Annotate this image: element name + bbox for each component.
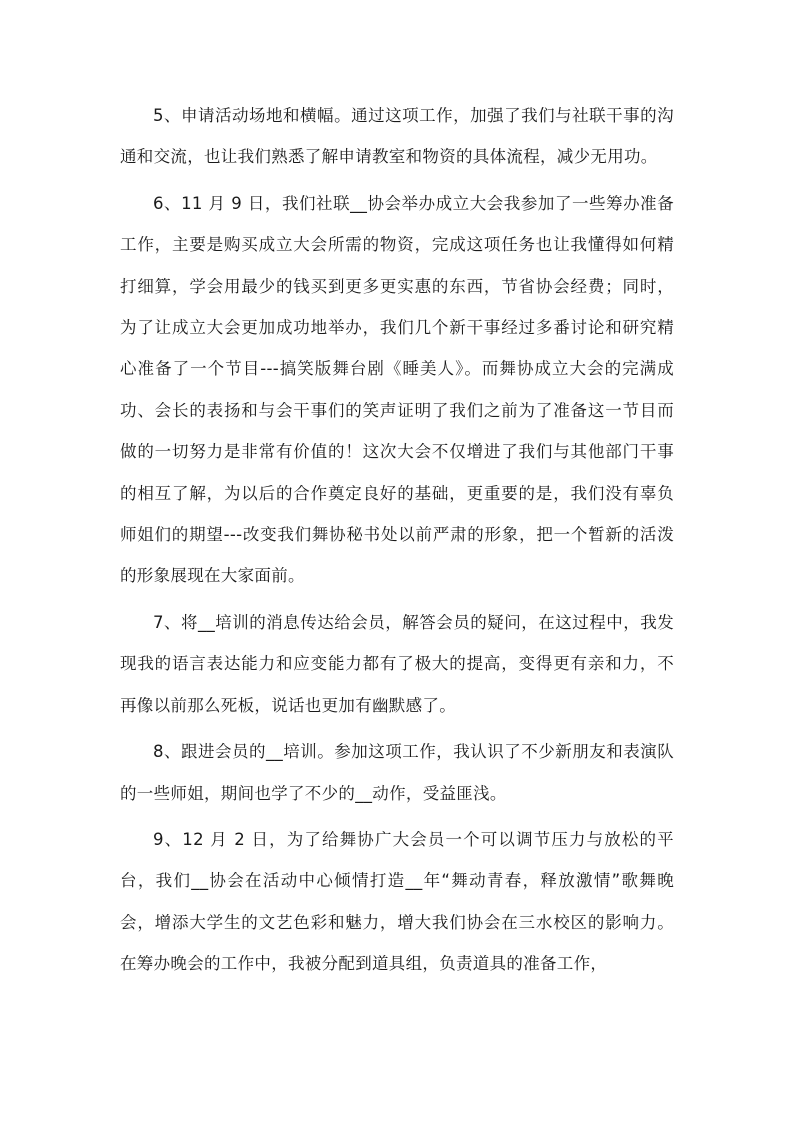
paragraph-item-6: 6、11 月 9 日，我们社联__协会举办成立大会我参加了一些筹办准备工作，主要是购买成立大会所需的物资，完成这项任务也让我懂得如何精打细算，学会用最少的钱买到更多更实惠的东西，节省协会经费；同时，为了让成立大会更加成功地举办，我们几个新干事经过多番讨论和研究精心准备了一个节目---搞笑版舞台剧《睡美人》。而舞协成立大会的完满成功、会长的表扬和与会干事们的笑声证明了我们之前为了准备这一节目而做的一切努力是非常有价值的！这次大会不仅增进了我们与其他部门干事的相互了解，为以后的合作奠定良好的基础，更重要的是，我们没有辜负师姐们的期望---改变我们舞协秘书处以前严肃的形象，把一个暂新的活泼的形象展现在大家面前。 [120, 193, 674, 586]
paragraph-item-7: 7、将__培训的消息传达给会员，解答会员的疑问，在这过程中，我发现我的语言表达能力和应变能力都有了极大的提高，变得更有亲和力，不再像以前那么死板，说话也更加有幽默感了。 [120, 612, 674, 715]
paragraph-item-8: 8、跟进会员的__培训。参加这项工作，我认识了不少新朋友和表演队的一些师姐，期间也学了不少的__动作，受益匪浅。 [120, 742, 674, 803]
paragraph-item-9: 9、12 月 2 日，为了给舞协广大会员一个可以调节压力与放松的平台，我们__协会在活动中心倾情打造__年“舞动青春，释放激情”歌舞晚会，增添大学生的文艺色彩和魅力，增大我们协会在三水校区的影响力。在筹办晚会的工作中，我被分配到道具组，负责道具的准备工作， [120, 829, 674, 974]
document-page [120, 95, 674, 990]
paragraph-item-5: 5、申请活动场地和横幅。通过这项工作，加强了我们与社联干事的沟通和交流，也让我们熟悉了解申请教室和物资的具体流程，减少无用功。 [120, 106, 674, 167]
